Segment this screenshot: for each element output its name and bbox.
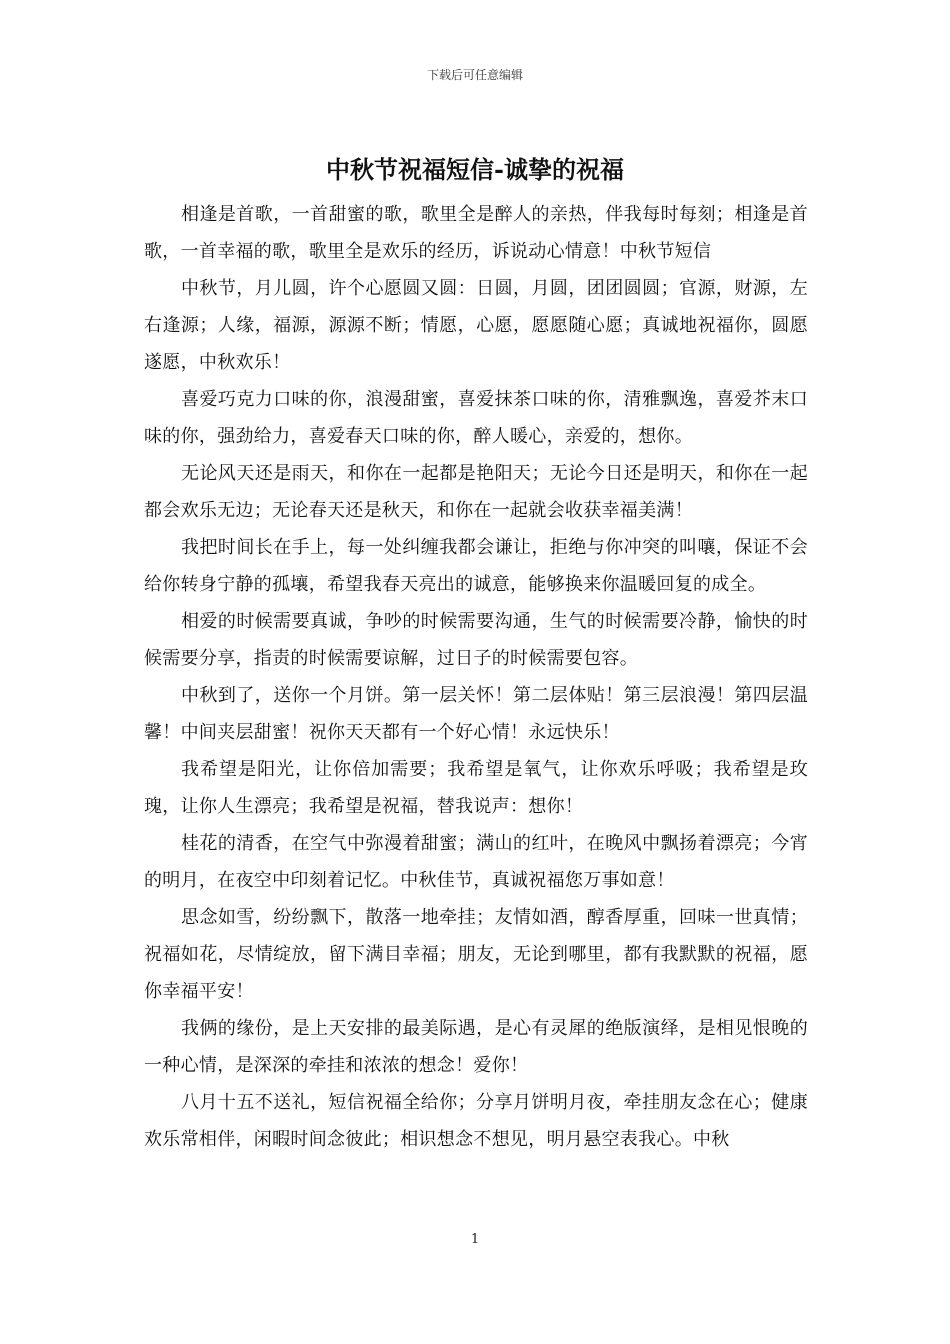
paragraph-2: 中秋节，月儿圆，许个心愿圆又圆：日圆，月圆，团团圆圆；官源，财源，左右逢源；人缘，福源，源源不断；情愿，心愿，愿愿随心愿；真诚地祝福你，圆愿遂愿，中秋欢乐！ <box>144 278 808 373</box>
paragraph-6: 相爱的时候需要真诚，争吵的时候需要沟通，生气的时候需要冷静，愉快的时候需要分享，指责的时候需要谅解，过日子的时候需要包容。 <box>144 611 808 669</box>
paragraph-12: 八月十五不送礼，短信祝福全给你；分享月饼明月夜，牵挂朋友念在心；健康欢乐常相伴，闲暇时间念彼此；相识想念不想见，明月悬空表我心。中秋 <box>144 1092 808 1150</box>
paragraph-10: 思念如雪，纷纷飘下，散落一地牵挂；友情如酒，醇香厚重，回味一世真情；祝福如花，尽情绽放，留下满目幸福；朋友，无论到哪里，都有我默默的祝福，愿你幸福平安！ <box>144 907 808 1002</box>
paragraph-1: 相逢是首歌，一首甜蜜的歌，歌里全是醉人的亲热，伴我每时每刻；相逢是首歌，一首幸福的歌，歌里全是欢乐的经历，诉说动心情意！中秋节短信 <box>144 204 808 262</box>
page-header: 下载后可任意编辑 <box>426 68 523 82</box>
paragraph-3: 喜爱巧克力口味的你，浪漫甜蜜，喜爱抹茶口味的你，清雅飘逸，喜爱芥末口味的你，强劲给力，喜爱春天口味的你，醉人暖心，亲爱的，想你。 <box>144 389 808 447</box>
document-title: 中秋节祝福短信-诚挚的祝福 <box>326 155 624 184</box>
paragraph-9: 桂花的清香，在空气中弥漫着甜蜜；满山的红叶，在晚风中飘扬着漂亮；今宵的明月，在夜空中印刻着记忆。中秋佳节，真诚祝福您万事如意！ <box>144 833 808 891</box>
paragraph-8: 我希望是阳光，让你倍加需要；我希望是氧气，让你欢乐呼吸；我希望是玫瑰，让你人生漂亮；我希望是祝福，替我说声：想你！ <box>144 759 808 817</box>
paragraph-4: 无论风天还是雨天，和你在一起都是艳阳天；无论今日还是明天，和你在一起都会欢乐无边；无论春天还是秋天，和你在一起就会收获幸福美满！ <box>144 463 808 521</box>
page-number: 1 <box>470 1232 480 1247</box>
document-body <box>144 196 808 1158</box>
paragraph-5: 我把时间长在手上，每一处纠缠我都会谦让，拒绝与你冲突的叫嚷，保证不会给你转身宁静的孤壤，希望我春天亮出的诚意，能够换来你温暖回复的成全。 <box>144 537 808 595</box>
paragraph-7: 中秋到了，送你一个月饼。第一层关怀！第二层体贴！第三层浪漫！第四层温馨！中间夹层甜蜜！祝你天天都有一个好心情！永远快乐！ <box>144 685 808 743</box>
paragraph-11: 我俩的缘份，是上天安排的最美际遇，是心有灵犀的绝版演绎，是相见恨晚的一种心情，是深深的牵挂和浓浓的想念！爱你！ <box>144 1018 808 1076</box>
